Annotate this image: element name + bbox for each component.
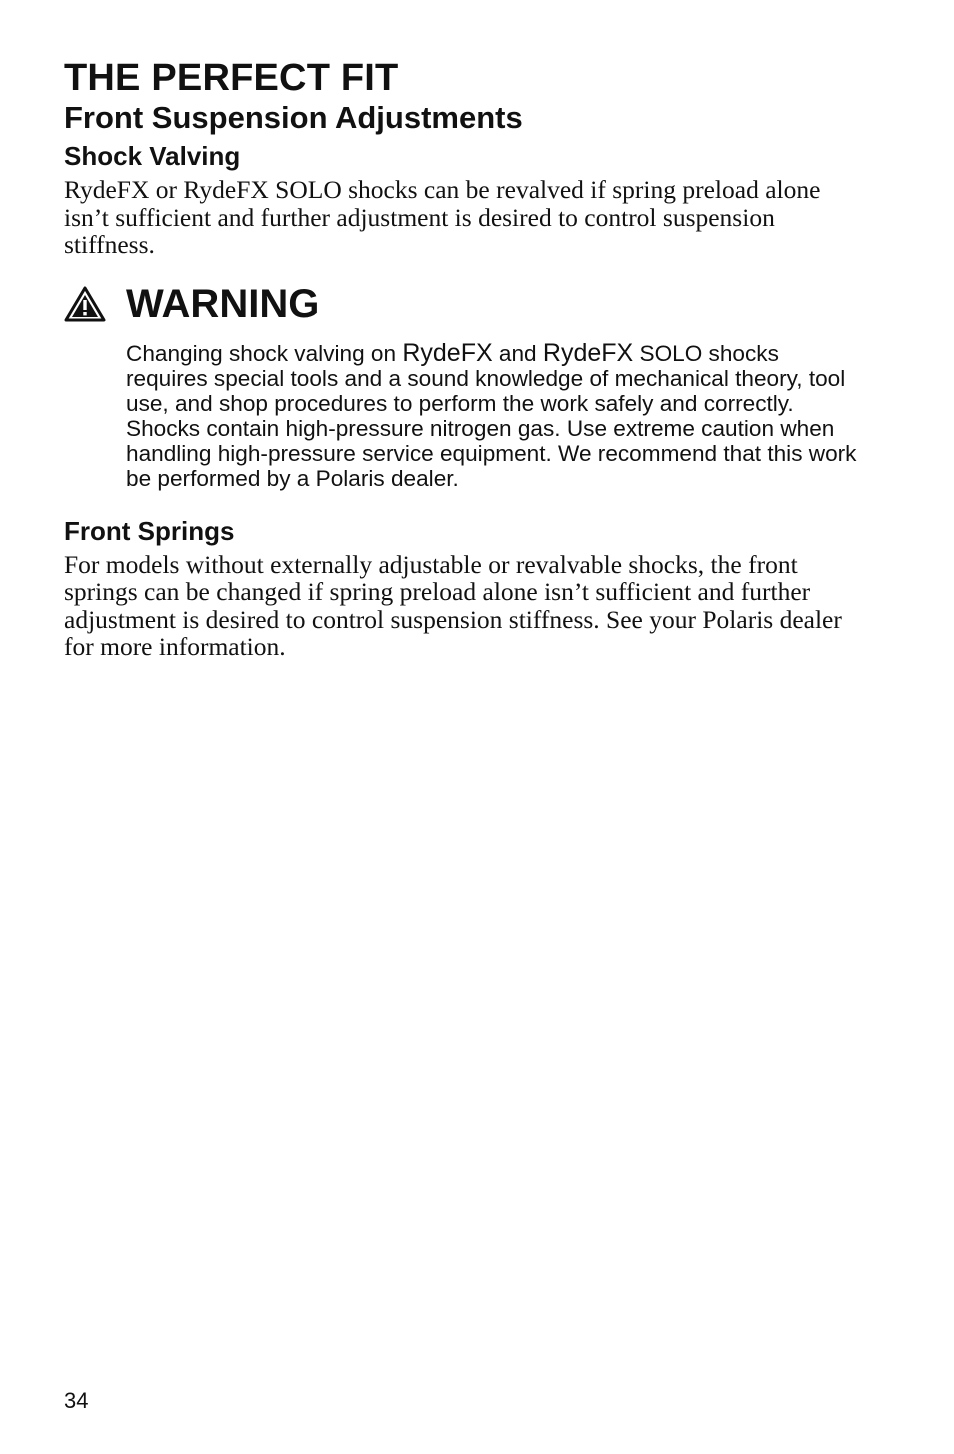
warning-text-part: Changing shock valving on bbox=[126, 340, 403, 366]
warning-message bbox=[126, 338, 866, 491]
chapter-title: THE PERFECT FIT bbox=[64, 57, 399, 99]
warning-triangle-icon bbox=[64, 286, 106, 322]
warning-text-part: and bbox=[492, 340, 543, 366]
warning-label: WARNING bbox=[126, 281, 320, 326]
section-title: Front Suspension Adjustments bbox=[64, 100, 523, 135]
shock-valving-paragraph: RydeFX or RydeFX SOLO shocks can be revalved if spring preload alone isn’t sufficient and further adjustment is desired to control suspension stiffness. bbox=[64, 175, 821, 259]
warning-text-part: SOLO shocks requires special tools and a sound knowledge of mechanical theory, tool use, and shop procedures to perform the work safely and correctly. Shocks contain high-pressure nitrogen gas. Use extreme caution when handling high-pressure service equipment. We recommend that this work be performed by a Polaris dealer. bbox=[126, 340, 857, 491]
warning-header bbox=[64, 281, 864, 327]
front-springs-paragraph: For models without externally adjustable or revalvable shocks, the front springs can be changed if spring preload alone isn’t sufficient and further adjustment is desired to control suspension stiffness. See your Polaris dealer for more information. bbox=[64, 549, 842, 661]
warning-brand: RydeFX bbox=[402, 338, 493, 367]
shock-valving-heading: Shock Valving bbox=[64, 141, 241, 171]
warning-brand: RydeFX bbox=[542, 338, 634, 367]
front-springs-heading: Front Springs bbox=[64, 515, 235, 546]
manual-page bbox=[64, 56, 864, 661]
warning-box bbox=[64, 281, 864, 491]
page-number: 34 bbox=[64, 1388, 89, 1413]
